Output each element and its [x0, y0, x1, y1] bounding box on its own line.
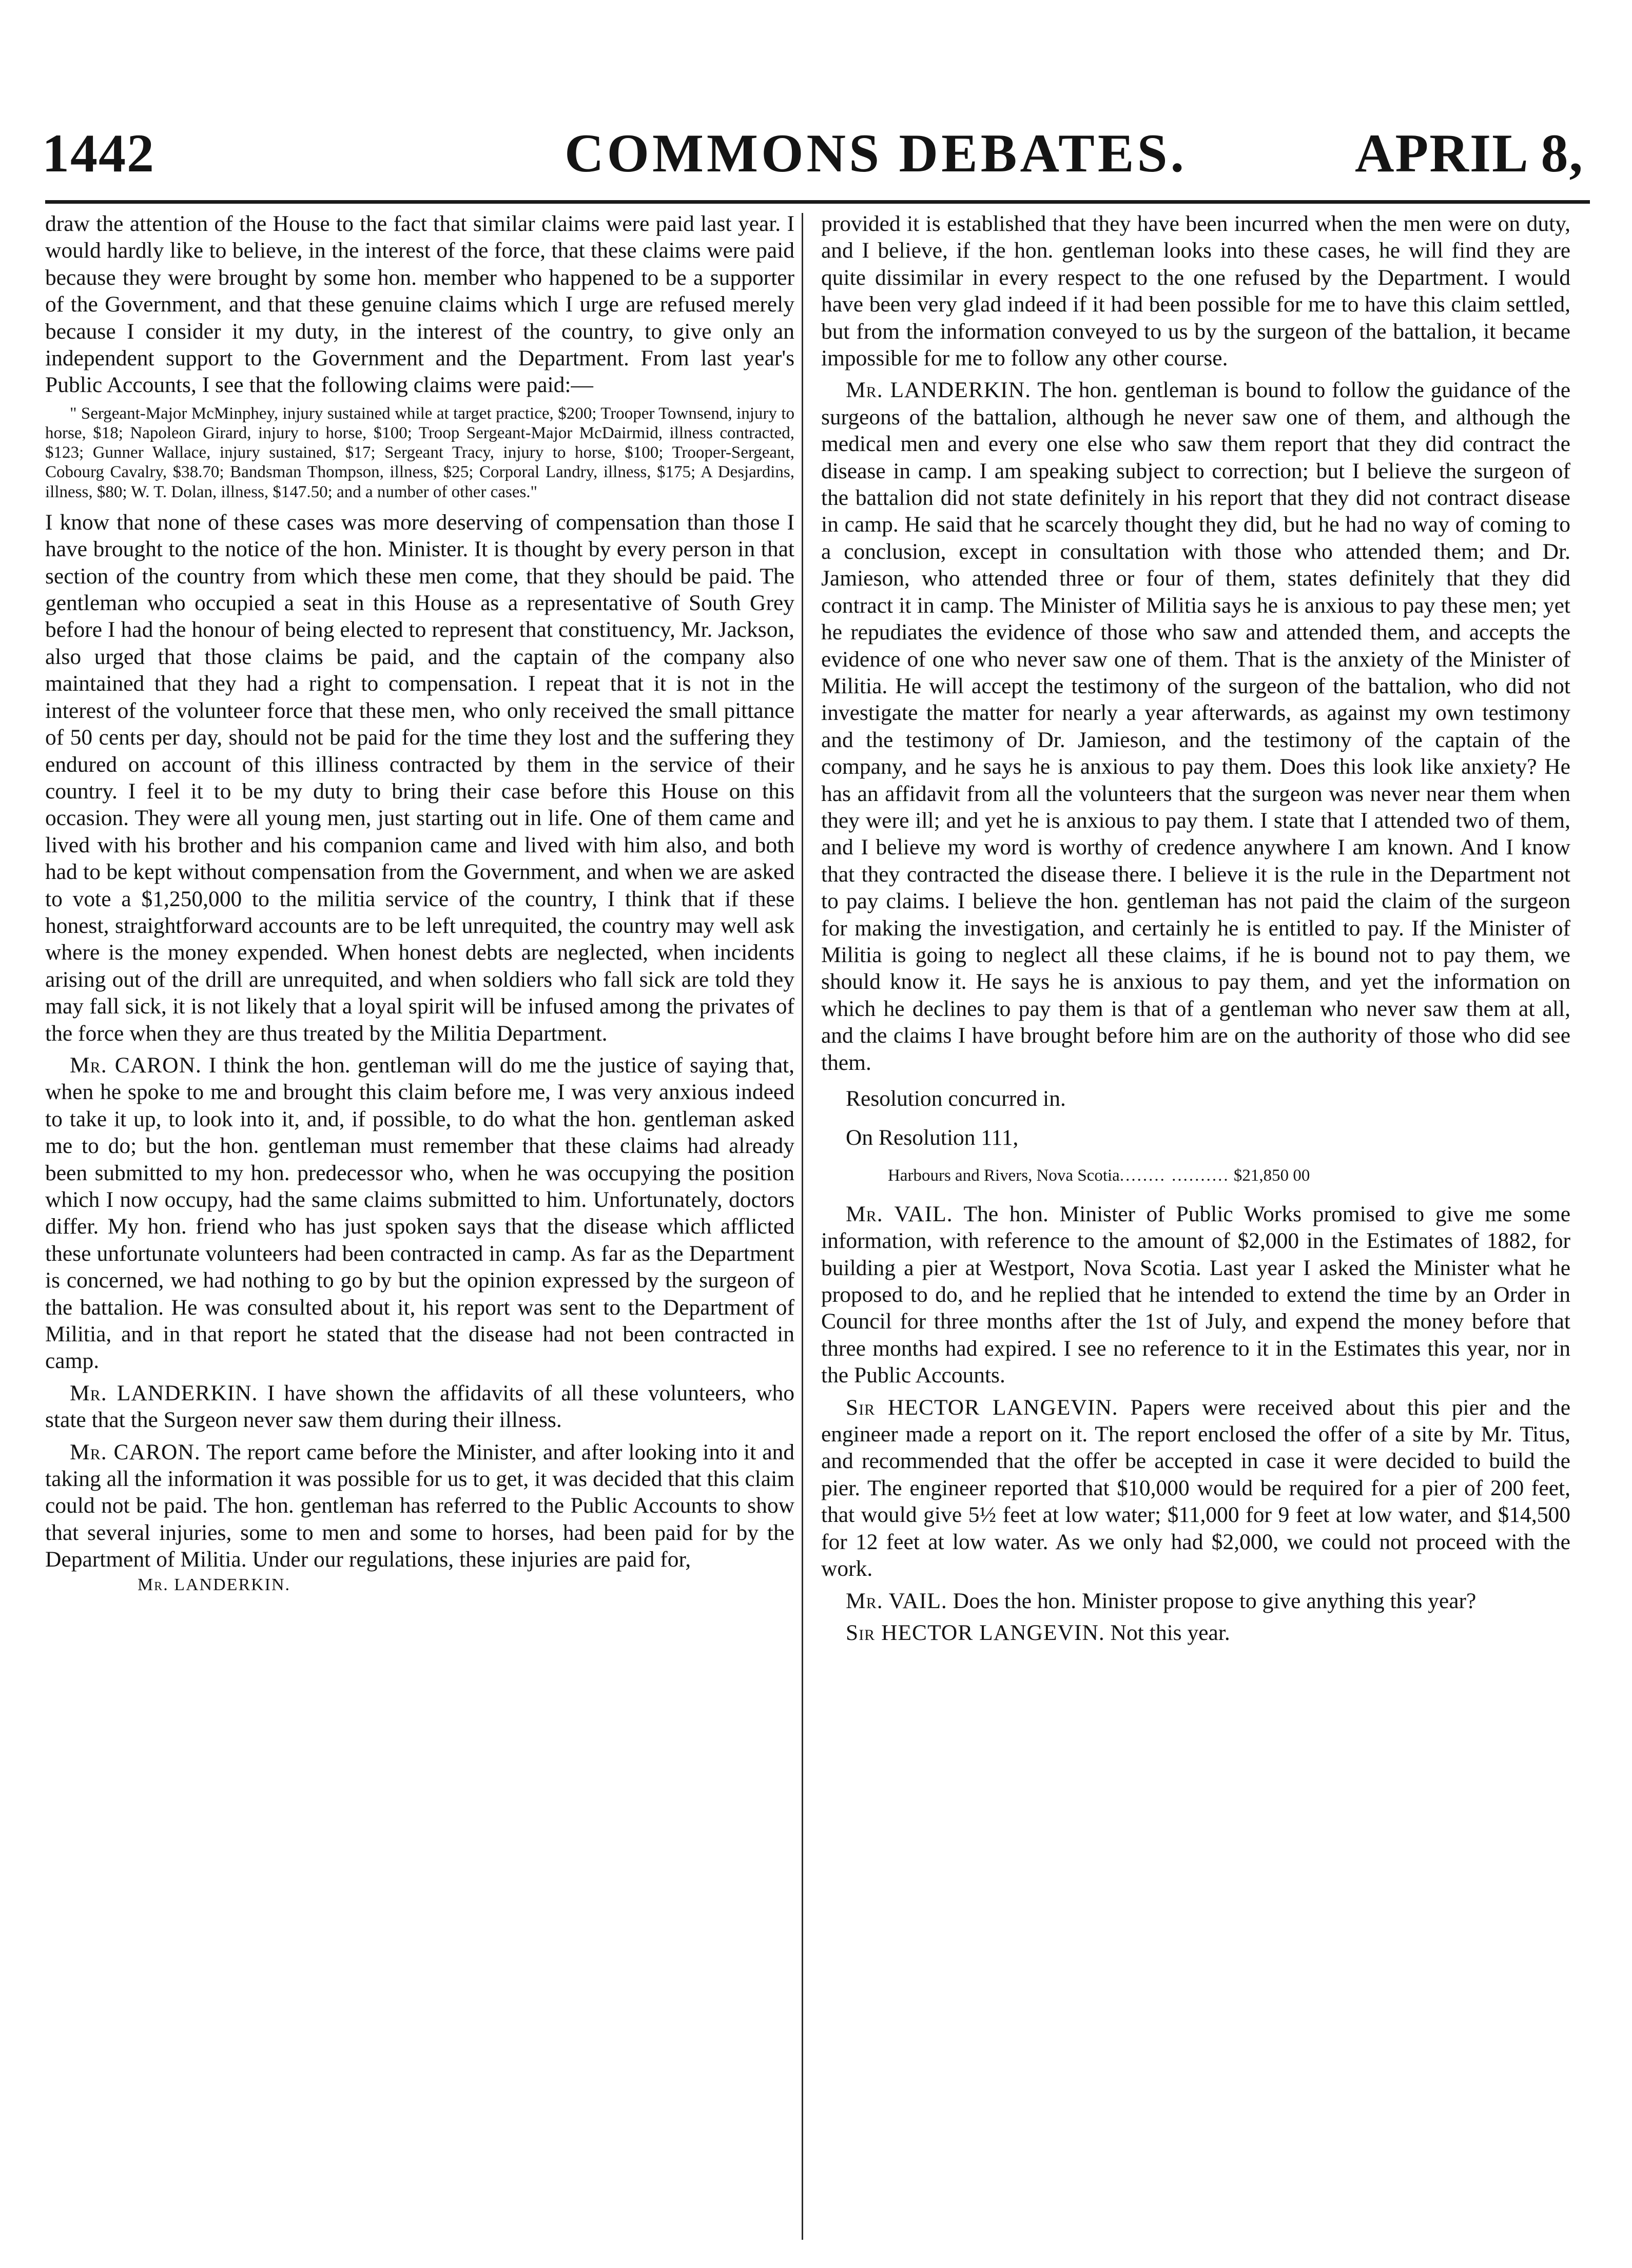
speech-landerkin-2 — [821, 377, 1570, 1076]
resolution-heading: On Resolution 111, — [846, 1125, 1019, 1150]
speech-text: Papers were received about this pier and the engineer made a report on it. The report enclosed the offer of a site by Mr. Titus, and recommended that the offer be accepted in case it were decided to build the pier. The engineer reported that $10,000 would be required for a pier of 200 feet, that would give 5½ feet at low water; $11,000 for 9 feet at low water, and $14,500 for 12 feet at low water. As we only had $2,000, we could not proceed with the work. — [821, 1395, 1570, 1581]
speaker-name: Sir HECTOR LANGEVIN. — [846, 1395, 1118, 1420]
left-column — [45, 210, 794, 2242]
public-accounts-quote: " Sergeant-Major McMinphey, injury sustained while at target practice, $200; Trooper Townsend, injury to horse, $18; Napoleon Girard, injury to horse, $100; Troop Sergeant-Major McDairmid, illness contracted, $123; Gunner Wallace, injury sustained, $17; Sergeant Tracy, injury to horse, $100; Trooper-Sergeant, Cobourg Cavalry, $38.70; Bandsman Thompson, illness, $25; Corporal Landry, illness, $175; A Desjardins, illness, $80; W. T. Dolan, illness, $147.50; and a number of other cases." — [45, 404, 794, 501]
speech-text: The hon. gentleman is bound to follow the guidance of the surgeons of the battalion, although he never saw one of them, and although the medical men and every one else who saw them report that they did contract the disease in camp. I am speaking subject to correction; but I believe the surgeon of the battalion did not state definitely in his report that they did not contract disease in camp. He said that he scarcely thought they did, but he had no way of coming to a conclusion, except in consultation with those who attended them; and Dr. Jamieson, who attended three or four of them, states definitely that they did contract it in camp. The Minister of Militia says he is anxious to pay these men; yet he repudiates the evidence of those who saw and attended them, and accepts the evidence of one who never saw one of them. That is the anxiety of the Minister of Militia. He will accept the testimony of the surgeon of the battalion, who did not investigate the matter for nearly a year afterwards, as against my own testimony and the testimony of Dr. Jamieson, and the testimony of the captain of the company, and he says he is anxious to pay them. Does this look like anxiety? He has an affidavit from all the volunteers that the surgeon was never near them when they were ill; and yet he is anxious to pay them. I state that I attended two of them, and I believe my word is worthy of credence anywhere I am known. And I know that they contracted the disease there. I believe it is the rule in the Department not to pay claims. I believe the hon. gentleman has not paid the claim of the surgeon for making the investigation, and certainly he is entitled to pay. If the Minister of Militia is going to neglect all these claims, if he is bound not to pay them, we should know it. He says he is anxious to pay them, and yet the information on which he declines to pay them is that of a gentleman who never saw them at all, and the claims I have brought before him are on the authority of those who did see them. — [821, 378, 1570, 1075]
estimate-amount: $21,850 00 — [1233, 1166, 1310, 1185]
column-divider — [802, 213, 803, 2240]
speech-text: I have shown the affidavits of all these volunteers, who state that the Surgeon never saw them during their illness. — [45, 1380, 794, 1433]
speaker-name: Mr. LANDERKIN. — [70, 1380, 258, 1405]
speech-vail-1 — [821, 1201, 1570, 1389]
speaker-name: Mr. CARON. — [70, 1052, 202, 1078]
speech-langevin-2 — [821, 1619, 1570, 1646]
speech-text: I think the hon. gentleman will do me the justice of saying that, when he spoke to me and brought this claim before me, I was very anxious indeed to take it up, to look into it, and, if possible, to do what the hon. gentleman asked me to do; but the hon. gentleman must remember that these claims had already been submitted to my hon. predecessor who, when he was occupying the position which I now occupy, had the same claims submitted to him. Unfortunately, doctors differ. My hon. friend who has just spoken says that the disease which afflicted these unfortunate volunteers had been contracted in camp. As far as the Department is concerned, we had nothing to go by but the opinion expressed by the surgeon of the battalion. He was consulted about it, his report was sent to the Department of Militia, and in that report he stated that the disease had not been contracted in camp. — [45, 1052, 794, 1374]
page-header — [0, 0, 1632, 216]
estimate-item: Harbours and Rivers, Nova Scotia — [888, 1166, 1120, 1185]
speech-text: The hon. Minister of Public Works promised to give me some information, with reference to the amount of $2,000 in the Estimates of 1882, for building a pier at Westport, Nova Scotia. Last year I asked the Minister what he proposed to do, and he replied that he intended to extend the time by an Order in Council for three months after the 1st of July, and expend the money before that three months had expired. I see no reference to it in the Estimates this year, nor in the Public Accounts. — [821, 1201, 1570, 1388]
page-number: 1442 — [42, 123, 155, 183]
page-date: APRIL 8, — [1355, 123, 1584, 183]
speaker-name: Mr. CARON. — [70, 1439, 201, 1464]
speech-caron-1 — [45, 1052, 794, 1375]
paragraph-continuation: draw the attention of the House to the fact that similar claims were paid last year. I would hardly like to believe, in the interest of the force, that these claims were paid because they were brought by some hon. member who happened to be a supporter of the Government, and that these genuine claims which I urge are refused merely because I consider it my duty, in the interest of the country, to give only an independent support to the Government and the Department. From last year's Public Accounts, I see that the following claims were paid:— — [45, 211, 794, 398]
speech-text: The report came before the Minister, and after looking into it and taking all the information it was possible for us to get, it was decided that this claim could not be paid. The hon. gentleman has referred to the Public Accounts to show that several injuries, some to men and some to horses, had been paid for by the Department of Militia. Under our regulations, these injuries are paid for, — [45, 1439, 794, 1572]
speaker-name: Mr. VAIL. — [846, 1588, 947, 1613]
estimate-line — [821, 1164, 1570, 1187]
right-column — [821, 210, 1570, 2242]
speaker-name: Mr. LANDERKIN. — [846, 378, 1032, 403]
resolution-concurred: Resolution concurred in. — [846, 1086, 1066, 1111]
header-rule — [45, 200, 1590, 204]
speech-vail-2 — [821, 1588, 1570, 1614]
speaker-name: Mr. VAIL. — [846, 1201, 953, 1226]
speech-langevin-1 — [821, 1394, 1570, 1582]
paragraph-continuation: provided it is established that they have been incurred when the men were on duty, and I believe, if the hon. gentleman looks into these cases, he will find they are quite dissimilar in every respect to the one refused by the Department. I would have been very glad indeed if it had been possible for me to have this claim settled, but from the information conveyed to us by the surgeon of the battalion, it became impossible for me to follow any other course. — [821, 211, 1570, 371]
catchword: Mr. LANDERKIN. — [138, 1575, 291, 1594]
speech-text: Does the hon. Minister propose to give anything this year? — [953, 1588, 1476, 1613]
speaker-name: Sir HECTOR LANGEVIN. — [846, 1620, 1105, 1645]
speech-caron-2 — [45, 1439, 794, 1573]
speech-text: Not this year. — [1110, 1620, 1230, 1645]
paragraph-none-deserving: I know that none of these cases was more deserving of compensation than those I have brought to the notice of the hon. Minister. It is thought by every person in that section of the country from which these men come, that they should be paid. The gentleman who occupied a seat in this House as a representative of South Grey before I had the honour of being elected to represent that constituency, Mr. Jackson, also urged that those claims be paid, and the captain of the company also maintained that they had a right to compensation. I repeat that it is not in the interest of the volunteer force that these men, who only received the small pittance of 50 cents per day, should not be paid for the time they lost and the suffering they endured on account of this illiness contracted by them in the service of their country. I feel it to be my duty to bring their case before this House on this occasion. They were all young men, just starting out in life. One of them came and lived with his brother and his companion came and lived with him also, and both had to be kept without compensation from the Government, and when we are asked to vote a $1,250,000 to the militia service of the country, I think that if these honest, straightforward accounts are to be left unrequited, the country may well ask where is the money expended. When honest debts are neglected, when incidents arising out of the drill are unrequited, and when soldiers who fall sick are told they may fall sick, it is not likely that a loyal spirit will be infused among the privates of the force when they are thus treated by the Militia Department. — [45, 510, 794, 1046]
speech-landerkin-1 — [45, 1380, 794, 1434]
publication-title: COMMONS DEBATES. — [565, 123, 1188, 183]
estimate-leader: ........ .......... — [1119, 1166, 1230, 1185]
